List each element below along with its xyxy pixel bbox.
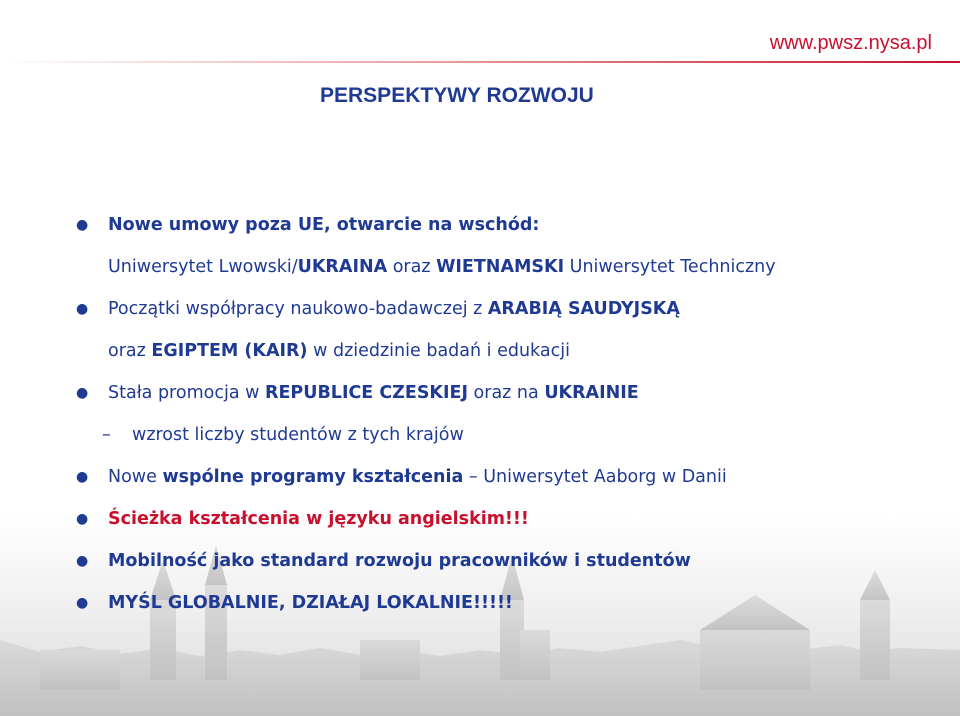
cooperation-line-1 xyxy=(108,288,932,330)
student-growth-text: wzrost liczby studentów z tych krajów xyxy=(132,425,464,445)
text-segment-bold: ARABIĄ SAUDYJSKĄ xyxy=(487,299,680,319)
promotion-line xyxy=(108,372,932,414)
text-segment: Nowe xyxy=(108,467,163,487)
agreements-heading: Nowe umowy poza UE, otwarcie na wschód: xyxy=(108,215,540,235)
bullet-dot-icon: ● xyxy=(76,217,89,233)
text-segment: Stała promocja w xyxy=(108,383,265,403)
text-segment-bold: WIETNAMSKI xyxy=(436,257,565,277)
text-segment-bold: EGIPTEM (KAIR) xyxy=(151,341,308,361)
bullet-dot-icon: ● xyxy=(76,595,89,611)
bullet-item-joint-programs xyxy=(72,456,932,498)
text-segment-bold: UKRAINA xyxy=(297,257,388,277)
bullet-item-cooperation xyxy=(72,288,932,372)
text-segment: – Uniwersytet Aaborg w Danii xyxy=(463,467,727,487)
text-segment: Uniwersytet Techniczny xyxy=(564,257,776,277)
bullet-item-agreements xyxy=(72,204,932,288)
bullet-dot-icon: ● xyxy=(76,301,89,317)
text-segment: oraz na xyxy=(467,383,545,403)
text-segment: oraz xyxy=(108,341,152,361)
sub-item-student-growth xyxy=(72,414,932,456)
site-url: www.pwsz.nysa.pl xyxy=(769,32,932,54)
text-segment-bold: REPUBLICE CZESKIEJ xyxy=(264,383,468,403)
text-segment-bold: wspólne programy kształcenia xyxy=(162,467,464,487)
text-segment-bold: UKRAINIE xyxy=(544,383,639,403)
agreements-details xyxy=(108,246,932,288)
bullet-dot-icon: ● xyxy=(76,469,89,485)
dash-marker: – xyxy=(102,425,111,445)
bullet-dot-icon: ● xyxy=(76,553,89,569)
bullet-list xyxy=(72,204,932,624)
text-segment: w dziedzinie badań i edukacji xyxy=(307,341,570,361)
text-segment: Uniwersytet Lwowski/ xyxy=(108,257,298,277)
slide-title: PERSPEKTYWY ROZWOJU xyxy=(320,84,594,107)
bullet-dot-icon: ● xyxy=(76,385,89,401)
text-segment: Początki współpracy naukowo-badawczej z xyxy=(108,299,488,319)
mobility-text: Mobilność jako standard rozwoju pracowników i studentów xyxy=(108,551,691,571)
bullet-item-promotion xyxy=(72,372,932,414)
english-path-text: Ścieżka kształcenia w języku angielskim!!! xyxy=(108,509,529,529)
header-rule xyxy=(0,61,960,63)
bullet-item-mobility xyxy=(72,540,932,582)
bullet-dot-icon: ● xyxy=(76,511,89,527)
cooperation-line-2 xyxy=(108,330,932,372)
text-segment: oraz xyxy=(387,257,437,277)
bullet-item-motto xyxy=(72,582,932,624)
motto-text: MYŚL GLOBALNIE, DZIAŁAJ LOKALNIE!!!!! xyxy=(108,593,513,613)
joint-programs-line xyxy=(108,456,932,498)
bullet-item-english-path xyxy=(72,498,932,540)
